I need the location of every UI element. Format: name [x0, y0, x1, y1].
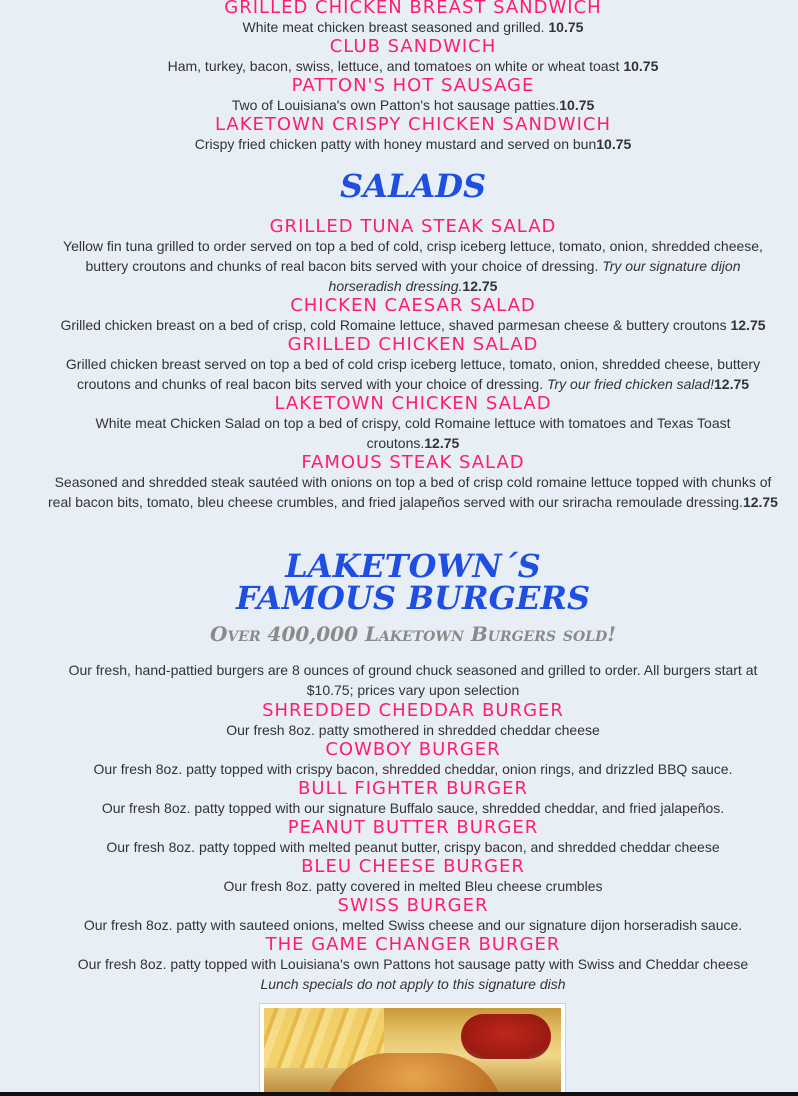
item-title: THE GAME CHANGER BURGER — [265, 934, 561, 955]
burger-item — [48, 857, 778, 896]
item-title: FAMOUS STEAK SALAD — [301, 452, 525, 473]
lunch-item — [48, 115, 778, 154]
item-description: Our fresh 8oz. patty smothered in shredded cheddar cheese — [226, 722, 600, 738]
item-price: 12.75 — [714, 376, 750, 392]
burgers-intro: Our fresh, hand-pattied burgers are 8 ounces of ground chuck seasoned and grilled to order. All burgers start at $10.75; prices vary upon selection — [68, 662, 758, 698]
burger-photo — [259, 1003, 566, 1096]
item-title: BULL FIGHTER BURGER — [298, 778, 528, 799]
item-description: Our fresh 8oz. patty topped with our signature Buffalo sauce, shredded cheddar, and fried jalapeños. — [101, 800, 725, 816]
item-price: 12.75 — [742, 494, 778, 510]
item-description: Ham, turkey, bacon, swiss, lettuce, and tomatoes on white or wheat toast 10.75 — [167, 58, 659, 74]
burgers-subheading: Over 400,000 Laketown Burgers sold! — [210, 622, 616, 646]
burger-item — [48, 779, 778, 818]
item-price: 10.75 — [623, 58, 659, 74]
item-description: Our fresh 8oz. patty with sauteed onions, melted Swiss cheese and our signature dijon horseradish sauce. — [83, 917, 743, 933]
item-price: 10.75 — [559, 97, 595, 113]
burgers-heading-line2: FAMOUS BURGERS — [235, 579, 591, 617]
burgers-heading-line1: LAKETOWN´S — [285, 547, 541, 585]
item-description: Crispy fried chicken patty with honey mustard and served on bun10.75 — [194, 136, 632, 152]
item-title: GRILLED TUNA STEAK SALAD — [269, 216, 557, 237]
lunch-item — [48, 0, 778, 37]
item-description: Our fresh 8oz. patty topped with Louisiana's own Pattons hot sausage patty with Swiss and Cheddar cheese — [77, 956, 749, 972]
item-note: Try our signature dijon horseradish dressing. — [328, 258, 741, 294]
item-description: Our fresh 8oz. patty covered in melted Bleu cheese crumbles — [223, 878, 603, 894]
item-description: White meat chicken breast seasoned and grilled. 10.75 — [242, 19, 584, 35]
item-description: Our fresh 8oz. patty topped with crispy bacon, shredded cheddar, onion rings, and drizzled BBQ sauce. — [93, 761, 733, 777]
item-description: Two of Louisiana's own Patton's hot sausage patties.10.75 — [231, 97, 595, 113]
burger-item — [48, 818, 778, 857]
item-price: 12.75 — [730, 317, 766, 333]
salad-item — [48, 296, 778, 335]
item-title: CHICKEN CAESAR SALAD — [290, 295, 536, 316]
item-price: 10.75 — [596, 136, 632, 152]
item-description: White meat Chicken Salad on top a bed of crispy, cold Romaine lettuce with tomatoes and Texas Toast croutons.12.75 — [95, 415, 731, 451]
salad-item — [48, 453, 778, 512]
item-title: LAKETOWN CRISPY CHICKEN SANDWICH — [214, 114, 612, 135]
item-description: Seasoned and shredded steak sautéed with onions on top a bed of crisp cold romaine lettuce topped with chunks of real bacon bits, tomato, bleu cheese crumbles, and fried jalapeños served with our sriracha remoulade dressing.12.75 — [48, 474, 778, 510]
item-description: Yellow fin tuna grilled to order served on top a bed of cold, crisp iceberg lettuce, tomato, onion, shredded cheese, buttery croutons and chunks of real bacon bits served with your choice of dressing. Try our signature dijon horseradish dressing.12.75 — [63, 238, 763, 294]
burgers-footnote: Lunch specials do not apply to this signature dish — [260, 976, 566, 992]
item-title: PEANUT BUTTER BURGER — [287, 817, 539, 838]
item-title: COWBOY BURGER — [325, 739, 501, 760]
item-price: 10.75 — [548, 19, 584, 35]
item-title: SWISS BURGER — [337, 895, 489, 916]
item-description: Our fresh 8oz. patty topped with melted peanut butter, crispy bacon, and shredded cheddar cheese — [106, 839, 720, 855]
burger-item — [48, 896, 778, 935]
item-title: PATTON'S HOT SAUSAGE — [291, 75, 535, 96]
burger-item — [48, 740, 778, 779]
burgers-heading — [48, 547, 778, 617]
item-title: BLEU CHEESE BURGER — [301, 856, 525, 877]
lunch-item — [48, 37, 778, 76]
burger-item — [48, 701, 778, 740]
item-title: GRILLED CHICKEN BREAST SANDWICH — [224, 0, 602, 18]
item-description: Grilled chicken breast served on top a bed of cold crisp iceberg lettuce, tomato, onion, shredded cheese, buttery croutons and chunks of real bacon bits served with your choice of dressing. Try our fried chicken salad!12.75 — [65, 356, 761, 392]
ketchup-graphic — [461, 1014, 551, 1059]
salad-item — [48, 394, 778, 453]
item-price: 12.75 — [424, 435, 460, 451]
burger-item — [48, 935, 778, 994]
salad-item — [48, 335, 778, 394]
page-bottom-bar — [0, 1092, 798, 1096]
item-title: LAKETOWN CHICKEN SALAD — [274, 393, 552, 414]
item-title: CLUB SANDWICH — [329, 36, 497, 57]
salad-item — [48, 217, 778, 296]
item-price: 12.75 — [462, 278, 498, 294]
item-note: Try our fried chicken salad! — [546, 376, 715, 392]
burger-image — [264, 1008, 561, 1095]
item-description: Grilled chicken breast on a bed of crisp, cold Romaine lettuce, shaved parmesan cheese & buttery croutons 12.75 — [60, 317, 766, 333]
item-title: GRILLED CHICKEN SALAD — [287, 334, 539, 355]
item-title: SHREDDED CHEDDAR BURGER — [262, 700, 564, 721]
lunch-item — [48, 76, 778, 115]
salads-heading: SALADS — [339, 167, 487, 205]
